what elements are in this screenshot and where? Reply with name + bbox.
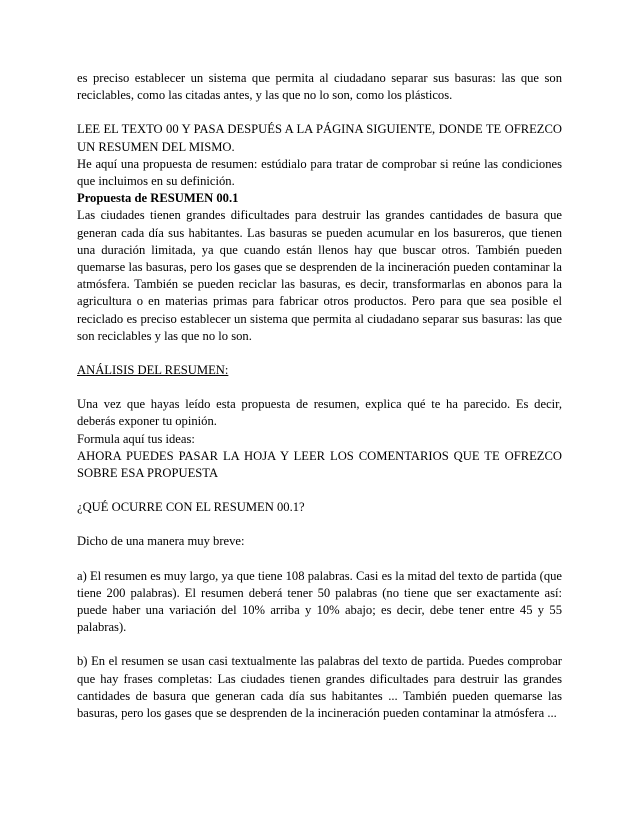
point-a-paragraph: a) El resumen es muy largo, ya que tiene 108 palabras. Casi es la mitad del texto de partida (que tiene 200 palabras). El resumen deberá tener 50 palabras (no tiene que ser exactamente así: puede haber una variación del 10% arriba y 10% abajo; es decir, debe tener entre 45 y 55 palabras).	[77, 568, 562, 635]
question-heading: ¿QUÉ OCURRE CON EL RESUMEN 00.1?	[77, 500, 305, 515]
document-page	[77, 70, 562, 722]
analysis-prompt-paragraph: Una vez que hayas leído esta propuesta de resumen, explica qué te ha parecido. Es decir, deberás exponer tu opinión.	[77, 397, 562, 429]
summary-text: Las ciudades tienen grandes dificultades para destruir las grandes cantidades de basura que generan cada día sus habitantes. Las basuras se pueden acumular en los basureros, que tienen una duración limitada, ya que cuando están llenos hay que buscar otros. También pueden quemarse las basuras, pero los gases que se desprenden de la incineración pueden contaminar la atmósfera. También se pueden reciclar las basuras, es decir, transformarlas en abonos para la agricultura o en materias primas para fabricar otros productos. Pero para que sea posible el reciclado es preciso establecer un sistema que permita al ciudadano separar sus basuras: las que son reciclables y las que no lo son.	[77, 208, 562, 343]
brief-paragraph: Dicho de una manera muy breve:	[77, 534, 245, 549]
point-b-paragraph: b) En el resumen se usan casi textualmente las palabras del texto de partida. Puedes comprobar que hay frases completas: Las ciudades tienen grandes dificultades para destruir las grandes cantidades de basura que generan cada día sus habitantes ... También pueden quemarse las basuras, pero los gases que se desprenden de la incineración pueden contaminar la atmósfera ...	[77, 654, 562, 721]
analysis-heading: ANÁLISIS DEL RESUMEN:	[77, 363, 229, 378]
formulate-paragraph: Formula aquí tus ideas:	[77, 431, 195, 446]
summary-heading: Propuesta de RESUMEN 00.1	[77, 191, 239, 206]
next-page-paragraph: AHORA PUEDES PASAR LA HOJA Y LEER LOS COMENTARIOS QUE TE OFREZCO SOBRE ESA PROPUESTA	[77, 448, 562, 481]
proposal-intro-paragraph: He aquí una propuesta de resumen: estúdialo para tratar de comprobar si reúne las condiciones que incluimos en su definición.	[77, 156, 562, 189]
intro-paragraph: es preciso establecer un sistema que permita al ciudadano separar sus basuras: las que son reciclables, como las citadas antes, y las que no lo son, como los plásticos.	[77, 71, 562, 103]
instruction-paragraph: LEE EL TEXTO 00 Y PASA DESPUÉS A LA PÁGINA SIGUIENTE, DONDE TE OFREZCO UN RESUMEN DEL MISMO.	[77, 122, 562, 154]
